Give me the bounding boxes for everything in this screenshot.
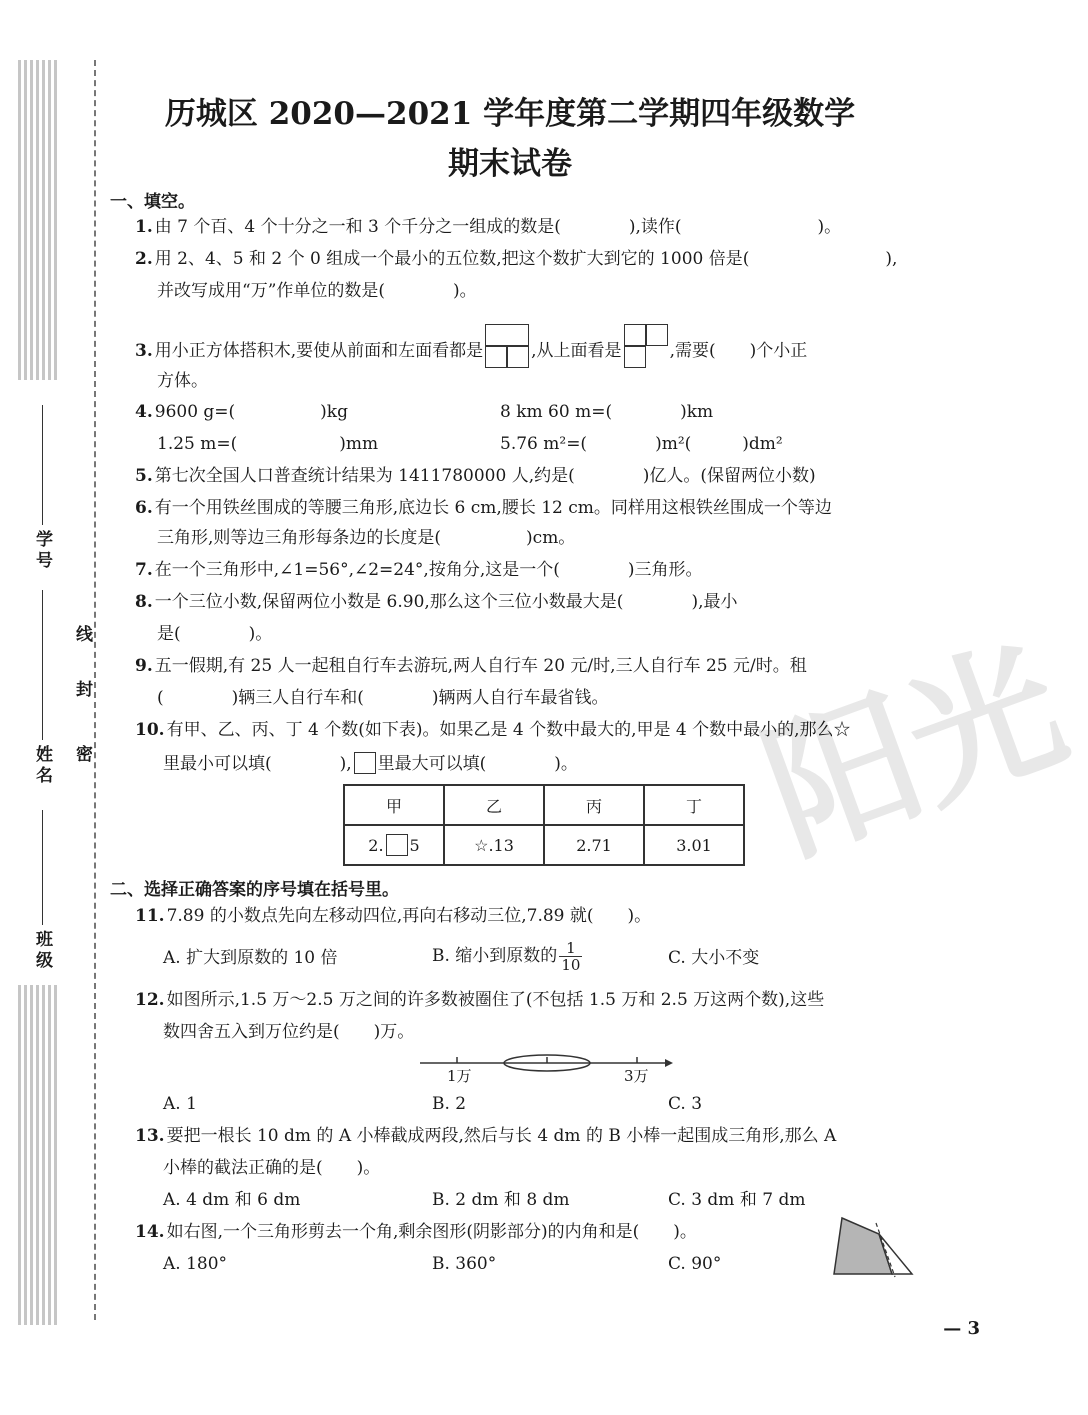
question-12-line1 <box>135 990 824 1010</box>
question-6-line2: 三角形,则等边三角形每条边的长度是( )cm。 <box>157 528 576 548</box>
question-number: 11. <box>135 906 165 926</box>
question-text: 9600 g=( )kg <box>154 402 348 422</box>
question-9-line1 <box>135 656 807 676</box>
option-11-a: A. 扩大到原数的 10 倍 <box>163 948 338 968</box>
question-number: 2. <box>135 249 153 269</box>
question-10-line1 <box>135 720 851 740</box>
option-11-b <box>432 936 582 976</box>
fraction-denominator: 10 <box>561 956 581 974</box>
question-text: 里最大可以填( )。 <box>377 754 578 774</box>
margin-label-banji: 班级 <box>32 930 52 972</box>
margin-label-feng: 封 <box>72 680 92 701</box>
cut-triangle-figure <box>830 1214 920 1278</box>
page-number: — 3 <box>943 1318 980 1339</box>
cell-text: 2. <box>368 836 384 855</box>
question-4-d: 5.76 m²=( )m²( )dm² <box>500 434 783 454</box>
table-row <box>344 825 744 865</box>
question-text: 五一假期,有 25 人一起租自行车去游玩,两人自行车 20 元/时,三人自行车 25 元/时。租 <box>154 656 807 676</box>
question-number: 4. <box>135 402 153 422</box>
page-title-line2: 期末试卷 <box>448 146 572 182</box>
table-cell: 3.01 <box>644 825 744 865</box>
question-number: 8. <box>135 592 153 612</box>
question-text: 如图所示,1.5 万～2.5 万之间的许多数被圈住了(不包括 1.5 万和 2.5 万这两个数),这些 <box>166 990 825 1010</box>
margin-line-xuehao <box>42 405 43 525</box>
question-text: ,从上面看是 <box>531 341 622 361</box>
question-11 <box>135 906 651 926</box>
table-cell: 2.71 <box>544 825 644 865</box>
question-number: 6. <box>135 498 153 518</box>
question-12-line2: 数四舍五入到万位约是( )万。 <box>163 1022 415 1042</box>
number-line-label-1: 1万 <box>447 1067 472 1085</box>
fraction <box>559 940 582 973</box>
margin-line-banji <box>42 810 43 925</box>
option-13-b: B. 2 dm 和 8 dm <box>432 1190 570 1210</box>
fraction-numerator: 1 <box>559 940 582 957</box>
question-number: 5. <box>135 466 153 486</box>
table-header-row <box>344 785 744 825</box>
question-7 <box>135 560 703 580</box>
question-text: 在一个三角形中,∠1=56°,∠2=24°,按角分,这是一个( )三角形。 <box>154 560 703 580</box>
question-text: 要把一根长 10 dm 的 A 小棒截成两段,然后与长 4 dm 的 B 小棒一起围成三角形,那么 A <box>166 1126 837 1146</box>
blank-box <box>386 834 408 856</box>
margin-stripe-top <box>18 60 58 380</box>
question-text: 7.89 的小数点先向左移动四位,再向右移动三位,7.89 就( )。 <box>166 906 652 926</box>
question-3-line2: 方体。 <box>157 371 208 391</box>
margin-line-xingming <box>42 590 43 740</box>
page-title-line1: 历城区 2020—2021 学年度第二学期四年级数学 <box>164 96 856 132</box>
question-number: 10. <box>135 720 165 740</box>
question-6-line1 <box>135 498 832 518</box>
number-table <box>343 784 745 866</box>
question-13-line2: 小棒的截法正确的是( )。 <box>163 1158 381 1178</box>
option-12-c: C. 3 <box>668 1094 703 1114</box>
question-number: 14. <box>135 1222 165 1242</box>
option-14-c: C. 90° <box>668 1254 722 1274</box>
option-11-c: C. 大小不变 <box>668 948 760 968</box>
question-text: 有一个用铁丝围成的等腰三角形,底边长 6 cm,腰长 12 cm。同样用这根铁丝围成一个等边 <box>154 498 832 518</box>
number-line-label-3: 3万 <box>624 1067 649 1085</box>
top-view-figure <box>624 324 668 368</box>
question-2-line1 <box>135 249 897 269</box>
question-4-b: 8 km 60 m=( )km <box>500 402 714 422</box>
option-13-c: C. 3 dm 和 7 dm <box>668 1190 806 1210</box>
question-text: 第七次全国人口普查统计结果为 1411780000 人,约是( )亿人。(保留两位小数) <box>154 466 816 486</box>
option-12-a: A. 1 <box>163 1094 197 1114</box>
front-left-view-figure <box>485 324 529 368</box>
margin-label-mi: 密 <box>72 745 92 766</box>
question-number: 9. <box>135 656 153 676</box>
cell-text: 5 <box>409 836 420 855</box>
question-8-line2: 是( )。 <box>157 624 273 644</box>
question-3-line1 <box>135 324 807 368</box>
question-10-line2 <box>163 752 578 774</box>
option-13-a: A. 4 dm 和 6 dm <box>163 1190 301 1210</box>
table-cell <box>344 825 444 865</box>
margin-label-xian: 线 <box>72 625 92 646</box>
question-text: 用小正方体搭积木,要使从前面和左面看都是 <box>154 341 484 361</box>
question-number: 3. <box>135 341 153 361</box>
blank-box <box>354 752 376 774</box>
table-header: 丙 <box>544 785 644 825</box>
question-text: 由 7 个百、4 个十分之一和 3 个千分之一组成的数是( ),读作( )。 <box>154 217 842 237</box>
question-9-line2: ( )辆三人自行车和( )辆两人自行车最省钱。 <box>157 688 609 708</box>
question-2-line2: 并改写成用“万”作单位的数是( )。 <box>157 281 477 301</box>
question-5 <box>135 466 816 486</box>
question-number: 13. <box>135 1126 165 1146</box>
table-header: 丁 <box>644 785 744 825</box>
table-cell: ☆.13 <box>444 825 544 865</box>
question-4-c: 1.25 m=( )mm <box>157 434 379 454</box>
margin-label-xingming: 姓名 <box>32 745 52 787</box>
question-number: 1. <box>135 217 153 237</box>
margin-label-xuehao: 学号 <box>32 530 52 572</box>
question-text: 用 2、4、5 和 2 个 0 组成一个最小的五位数,把这个数扩大到它的 1000 倍是( ), <box>154 249 898 269</box>
question-4-a <box>135 402 348 422</box>
table-header: 乙 <box>444 785 544 825</box>
question-number: 7. <box>135 560 153 580</box>
option-text: B. 缩小到原数的 <box>432 946 558 966</box>
section1-title: 一、填空。 <box>110 192 195 212</box>
question-13-line1 <box>135 1126 836 1146</box>
option-12-b: B. 2 <box>432 1094 467 1114</box>
margin-stripe-bottom <box>18 985 58 1325</box>
option-14-b: B. 360° <box>432 1254 497 1274</box>
question-8-line1 <box>135 592 737 612</box>
question-text: ,需要( )个小正 <box>669 341 808 361</box>
section2-title: 二、选择正确答案的序号填在括号里。 <box>110 880 399 900</box>
table-header: 甲 <box>344 785 444 825</box>
question-text: 有甲、乙、丙、丁 4 个数(如下表)。如果乙是 4 个数中最大的,甲是 4 个数中最小的,那么☆ <box>166 720 851 740</box>
question-number: 12. <box>135 990 165 1010</box>
question-14 <box>135 1222 697 1242</box>
option-14-a: A. 180° <box>163 1254 228 1274</box>
question-text: 如右图,一个三角形剪去一个角,剩余图形(阴影部分)的内角和是( )。 <box>166 1222 697 1242</box>
question-text: 一个三位小数,保留两位小数是 6.90,那么这个三位小数最大是( ),最小 <box>154 592 738 612</box>
watermark: 阳光 <box>744 618 1086 885</box>
question-1 <box>135 217 841 237</box>
question-text: 里最小可以填( ), <box>163 754 352 774</box>
